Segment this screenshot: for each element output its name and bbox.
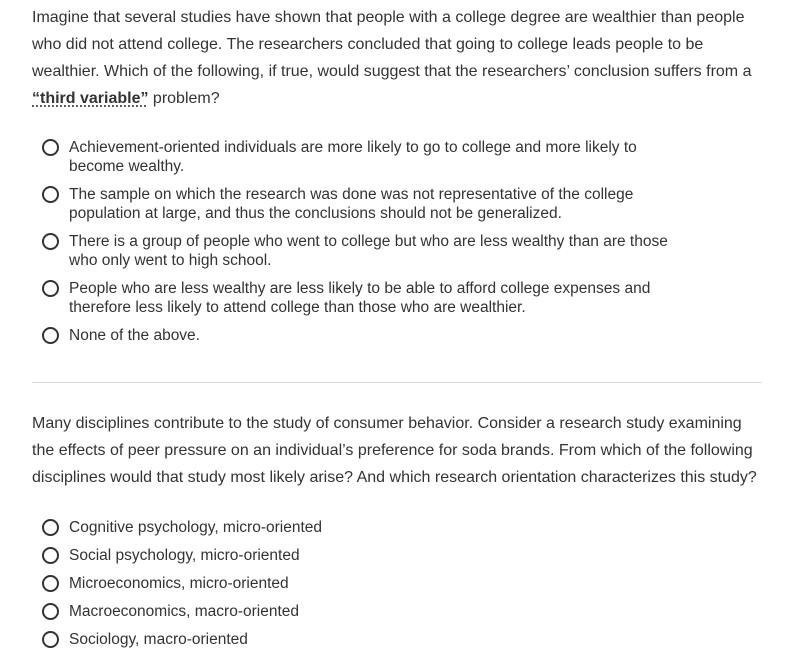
- option-label[interactable]: Cognitive psychology, micro-oriented: [69, 519, 322, 536]
- question-1-prompt: [32, 4, 762, 112]
- question-1-option-b[interactable]: [32, 185, 762, 223]
- radio-button[interactable]: [42, 327, 59, 344]
- question-1-option-d[interactable]: [32, 279, 762, 317]
- question-1-options: [32, 138, 762, 345]
- question-2-option-e[interactable]: [32, 630, 762, 649]
- radio-button[interactable]: [42, 519, 59, 536]
- question-1-prompt-text: Imagine that several studies have shown that people with a college degree are wealthier than people who did not attend college. The researchers concluded that going to college leads people to be wealthier. Which of the following, if true, would suggest that the researchers’ conclusion suffers from a: [32, 9, 752, 80]
- radio-button[interactable]: [42, 575, 59, 592]
- third-variable-term-link[interactable]: “third variable”: [32, 90, 149, 107]
- question-divider: [32, 382, 762, 383]
- option-label[interactable]: People who are less wealthy are less likely to be able to afford college expenses and therefore less likely to attend college than those who are wealthier.: [69, 280, 651, 316]
- radio-button[interactable]: [42, 280, 59, 297]
- question-2-option-d[interactable]: [32, 602, 762, 621]
- question-1: [32, 4, 762, 354]
- question-2-prompt: Many disciplines contribute to the study of consumer behavior. Consider a research study examining the effects of peer pressure on an individual’s preference for soda brands. From which of the following disciplines would that study most likely arise? And which research orientation characterizes this study?: [32, 415, 757, 486]
- question-2-options: [32, 518, 762, 649]
- question-2-option-a[interactable]: [32, 518, 762, 537]
- question-2: [32, 410, 762, 658]
- question-2-option-b[interactable]: [32, 546, 762, 565]
- option-label[interactable]: Social psychology, micro-oriented: [69, 547, 300, 564]
- option-label[interactable]: The sample on which the research was done was not representative of the college population at large, and thus the conclusions should not be generalized.: [69, 186, 634, 222]
- radio-button[interactable]: [42, 233, 59, 250]
- question-1-option-e[interactable]: [32, 326, 762, 345]
- option-label[interactable]: Macroeconomics, macro-oriented: [69, 603, 300, 620]
- option-label[interactable]: None of the above.: [69, 327, 200, 344]
- option-label[interactable]: Achievement-oriented individuals are more likely to go to college and more likely to become wealthy.: [69, 139, 637, 175]
- question-1-prompt-end: problem?: [148, 90, 220, 107]
- option-label[interactable]: Microeconomics, micro-oriented: [69, 575, 289, 592]
- radio-button[interactable]: [42, 186, 59, 203]
- radio-button[interactable]: [42, 547, 59, 564]
- radio-button[interactable]: [42, 603, 59, 620]
- question-1-option-c[interactable]: [32, 232, 762, 270]
- question-1-option-a[interactable]: [32, 138, 762, 176]
- option-label[interactable]: There is a group of people who went to college but who are less wealthy than are those who only went to high school.: [69, 233, 668, 269]
- radio-button[interactable]: [42, 139, 59, 156]
- option-label[interactable]: Sociology, macro-oriented: [69, 631, 248, 648]
- question-2-option-c[interactable]: [32, 574, 762, 593]
- radio-button[interactable]: [42, 631, 59, 648]
